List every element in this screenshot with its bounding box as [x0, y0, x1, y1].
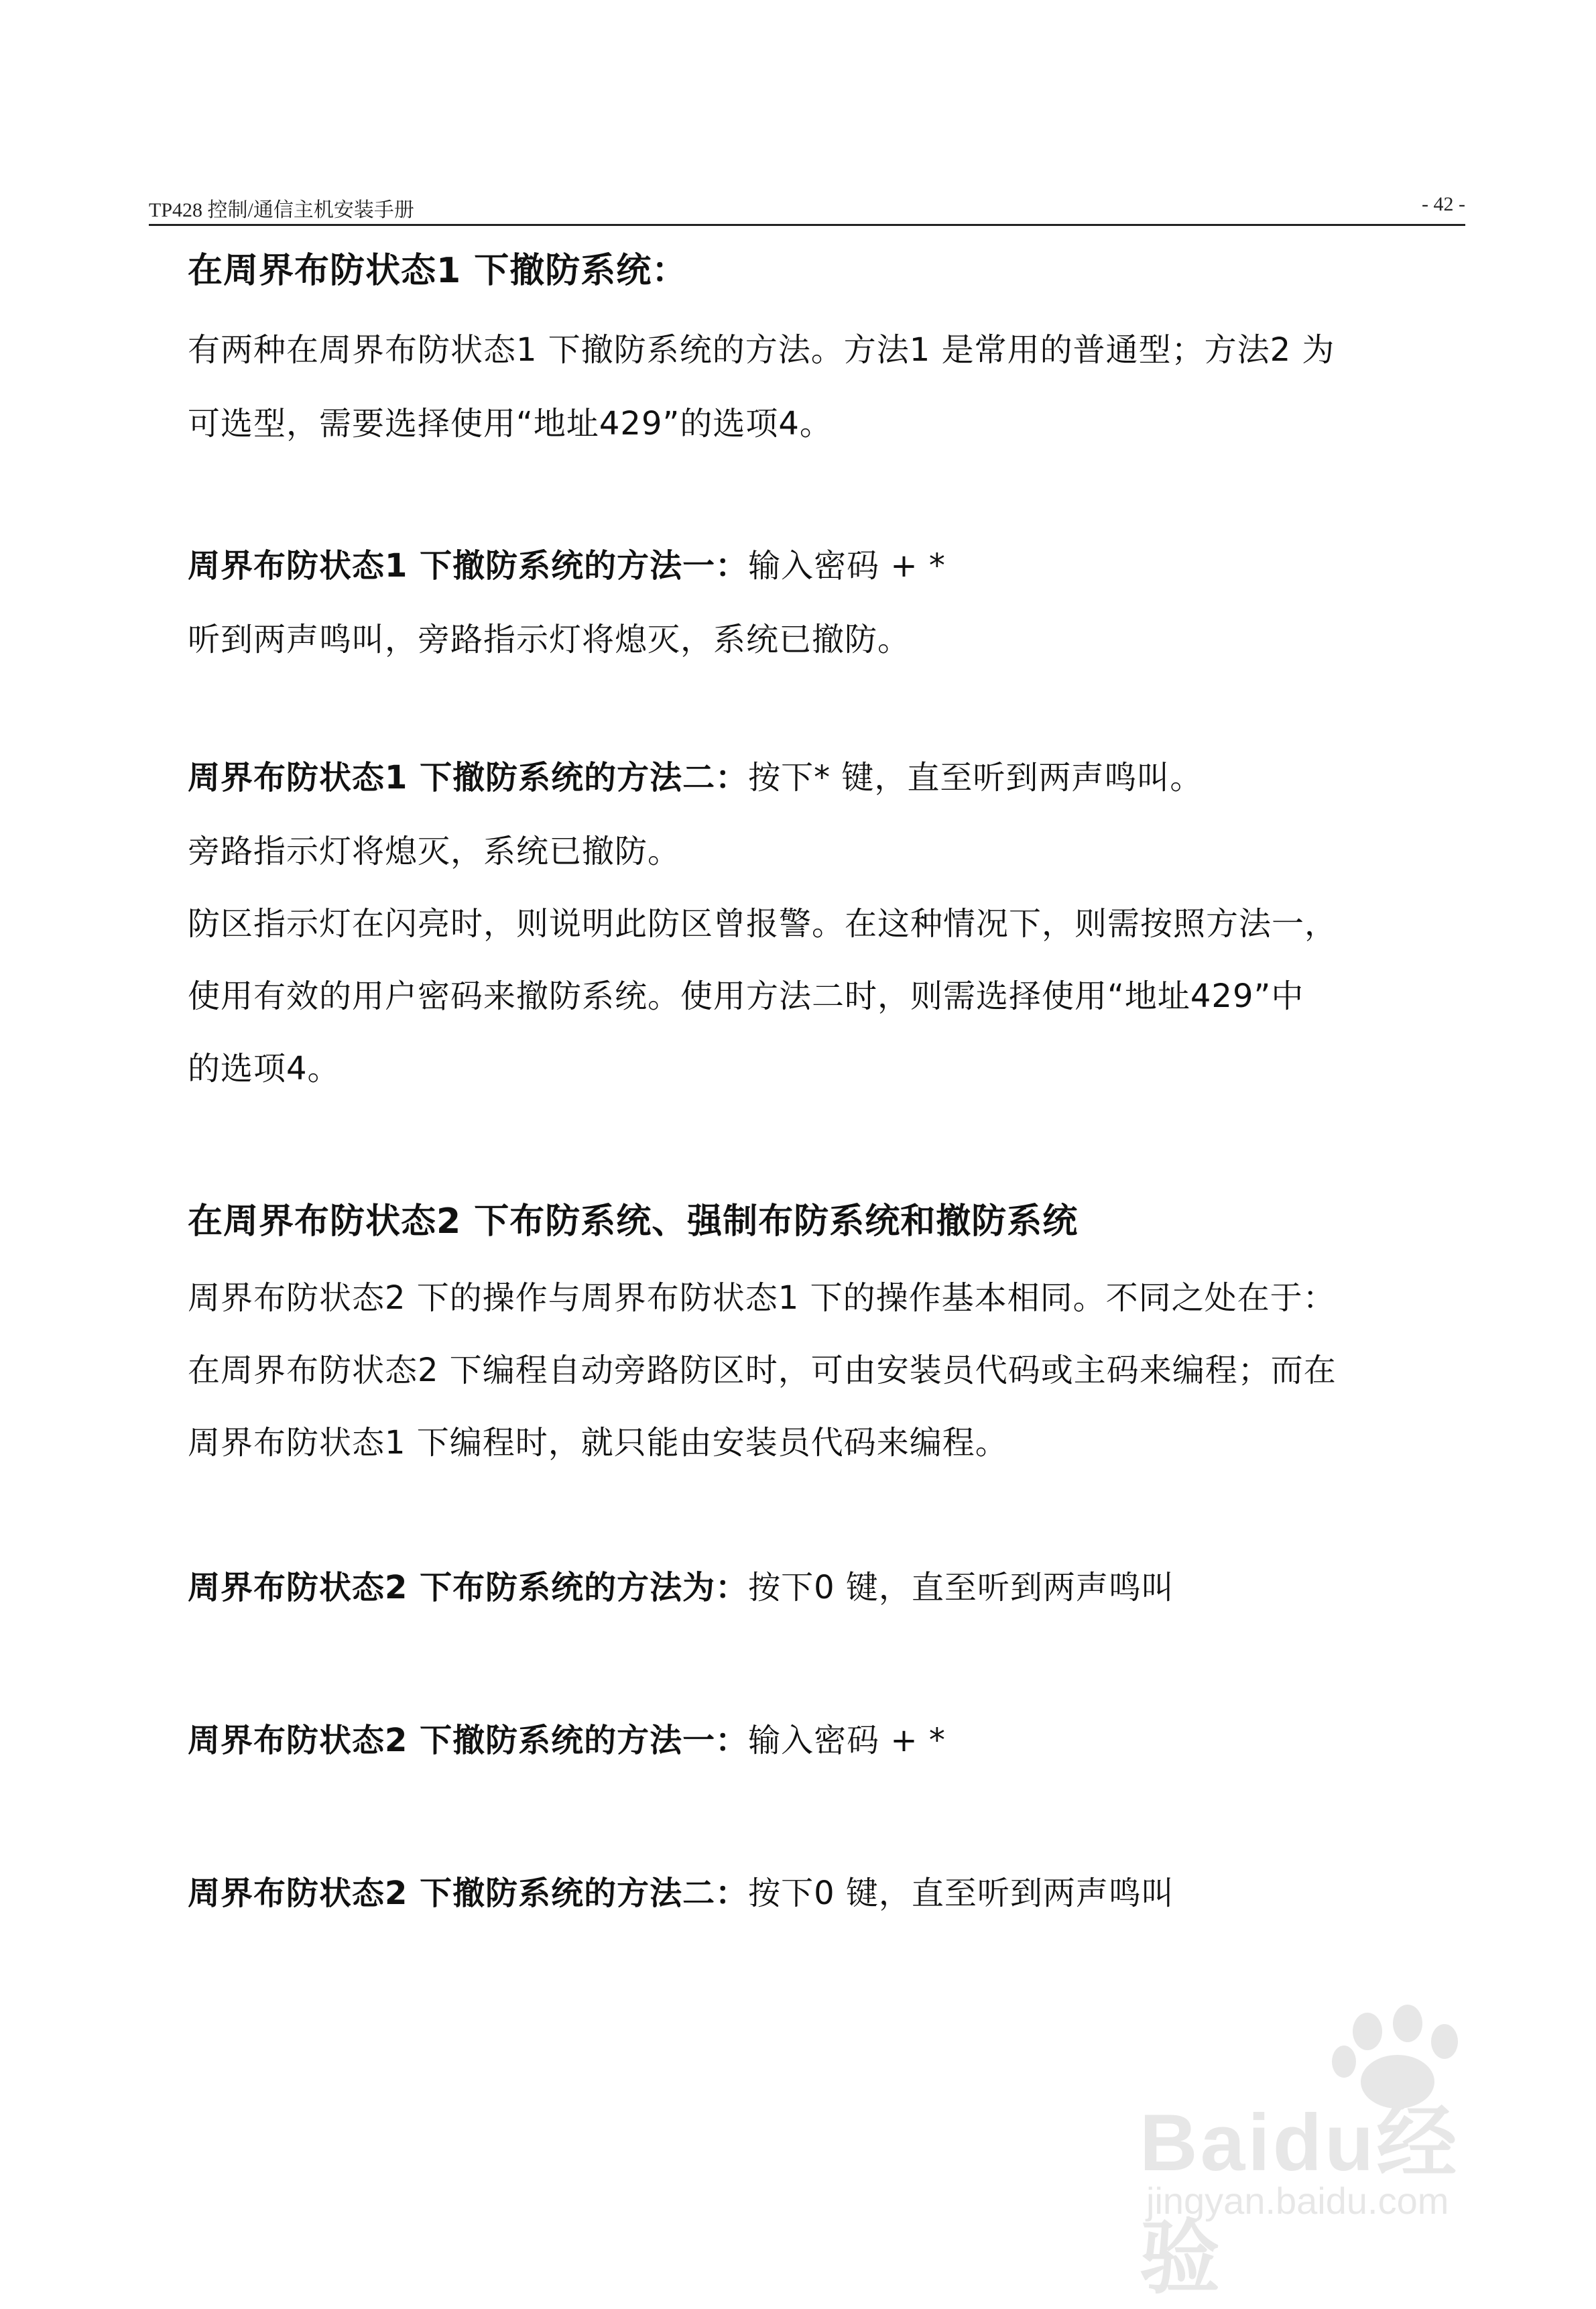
method2-text: 按下* 键，直至听到两声鸣叫。: [748, 759, 1203, 796]
disarm2-label: 周界布防状态2 下撤防系统的方法二：: [188, 1875, 749, 1912]
method2-label: 周界布防状态1 下撤防系统的方法二：: [188, 759, 749, 796]
section2-arm: [188, 1566, 1174, 1609]
section1-method1: [188, 544, 946, 587]
section2-intro-line3: 周界布防状态1 下编程时，就只能由安装员代码来编程。: [188, 1424, 1008, 1462]
section2-heading: 在周界布防状态2 下布防系统、强制布防系统和撤防系统: [188, 1201, 1079, 1242]
section1-method2: [188, 756, 1203, 799]
watermark-main: Baidu经验: [1140, 2098, 1460, 2303]
section1-intro-line1: 有两种在周界布防状态1 下撤防系统的方法。方法1 是常用的普通型；方法2 为: [188, 331, 1335, 369]
page-number: - 42 -: [1422, 193, 1465, 215]
section1-heading: 在周界布防状态1 下撤防系统：: [188, 251, 688, 291]
section2-disarm2: [188, 1872, 1174, 1915]
section1-intro-line2: 可选型，需要选择使用“地址429”的选项4。: [188, 405, 833, 442]
method1-text: 输入密码 + *: [748, 547, 946, 585]
section2-disarm1: [188, 1719, 946, 1762]
section1-note-line3: 的选项4。: [188, 1050, 341, 1087]
disarm1-label: 周界布防状态2 下撤防系统的方法一：: [188, 1722, 749, 1759]
method1-label: 周界布防状态1 下撤防系统的方法一：: [188, 547, 749, 585]
watermark-sub: jingyan.baidu.com: [1146, 2180, 1449, 2222]
baidu-watermark: [1126, 2005, 1528, 2303]
section2-intro-line2: 在周界布防状态2 下编程自动旁路防区时，可由安装员代码或主码来编程；而在: [188, 1352, 1337, 1389]
section1-note-line1: 防区指示灯在闪亮时，则说明此防区曾报警。在这种情况下，则需按照方法一，: [188, 905, 1338, 943]
arm-label: 周界布防状态2 下布防系统的方法为：: [188, 1569, 749, 1606]
page-header: [149, 188, 1465, 221]
disarm2-text: 按下0 键，直至听到两声鸣叫: [748, 1875, 1174, 1912]
manual-title: TP428 控制/通信主机安装手册: [149, 199, 414, 221]
section2-intro-line1: 周界布防状态2 下的操作与周界布防状态1 下的操作基本相同。不同之处在于：: [188, 1279, 1336, 1317]
disarm1-text: 输入密码 + *: [748, 1722, 946, 1759]
header-rule: [149, 224, 1465, 226]
section1-note-line2: 使用有效的用户密码来撤防系统。使用方法二时，则需选择使用“地址429”中: [188, 978, 1304, 1015]
section1-method1-result: 听到两声鸣叫，旁路指示灯将熄灭，系统已撤防。: [188, 621, 911, 658]
section1-method2-result: 旁路指示灯将熄灭，系统已撤防。: [188, 833, 681, 870]
arm-text: 按下0 键，直至听到两声鸣叫: [748, 1569, 1174, 1606]
